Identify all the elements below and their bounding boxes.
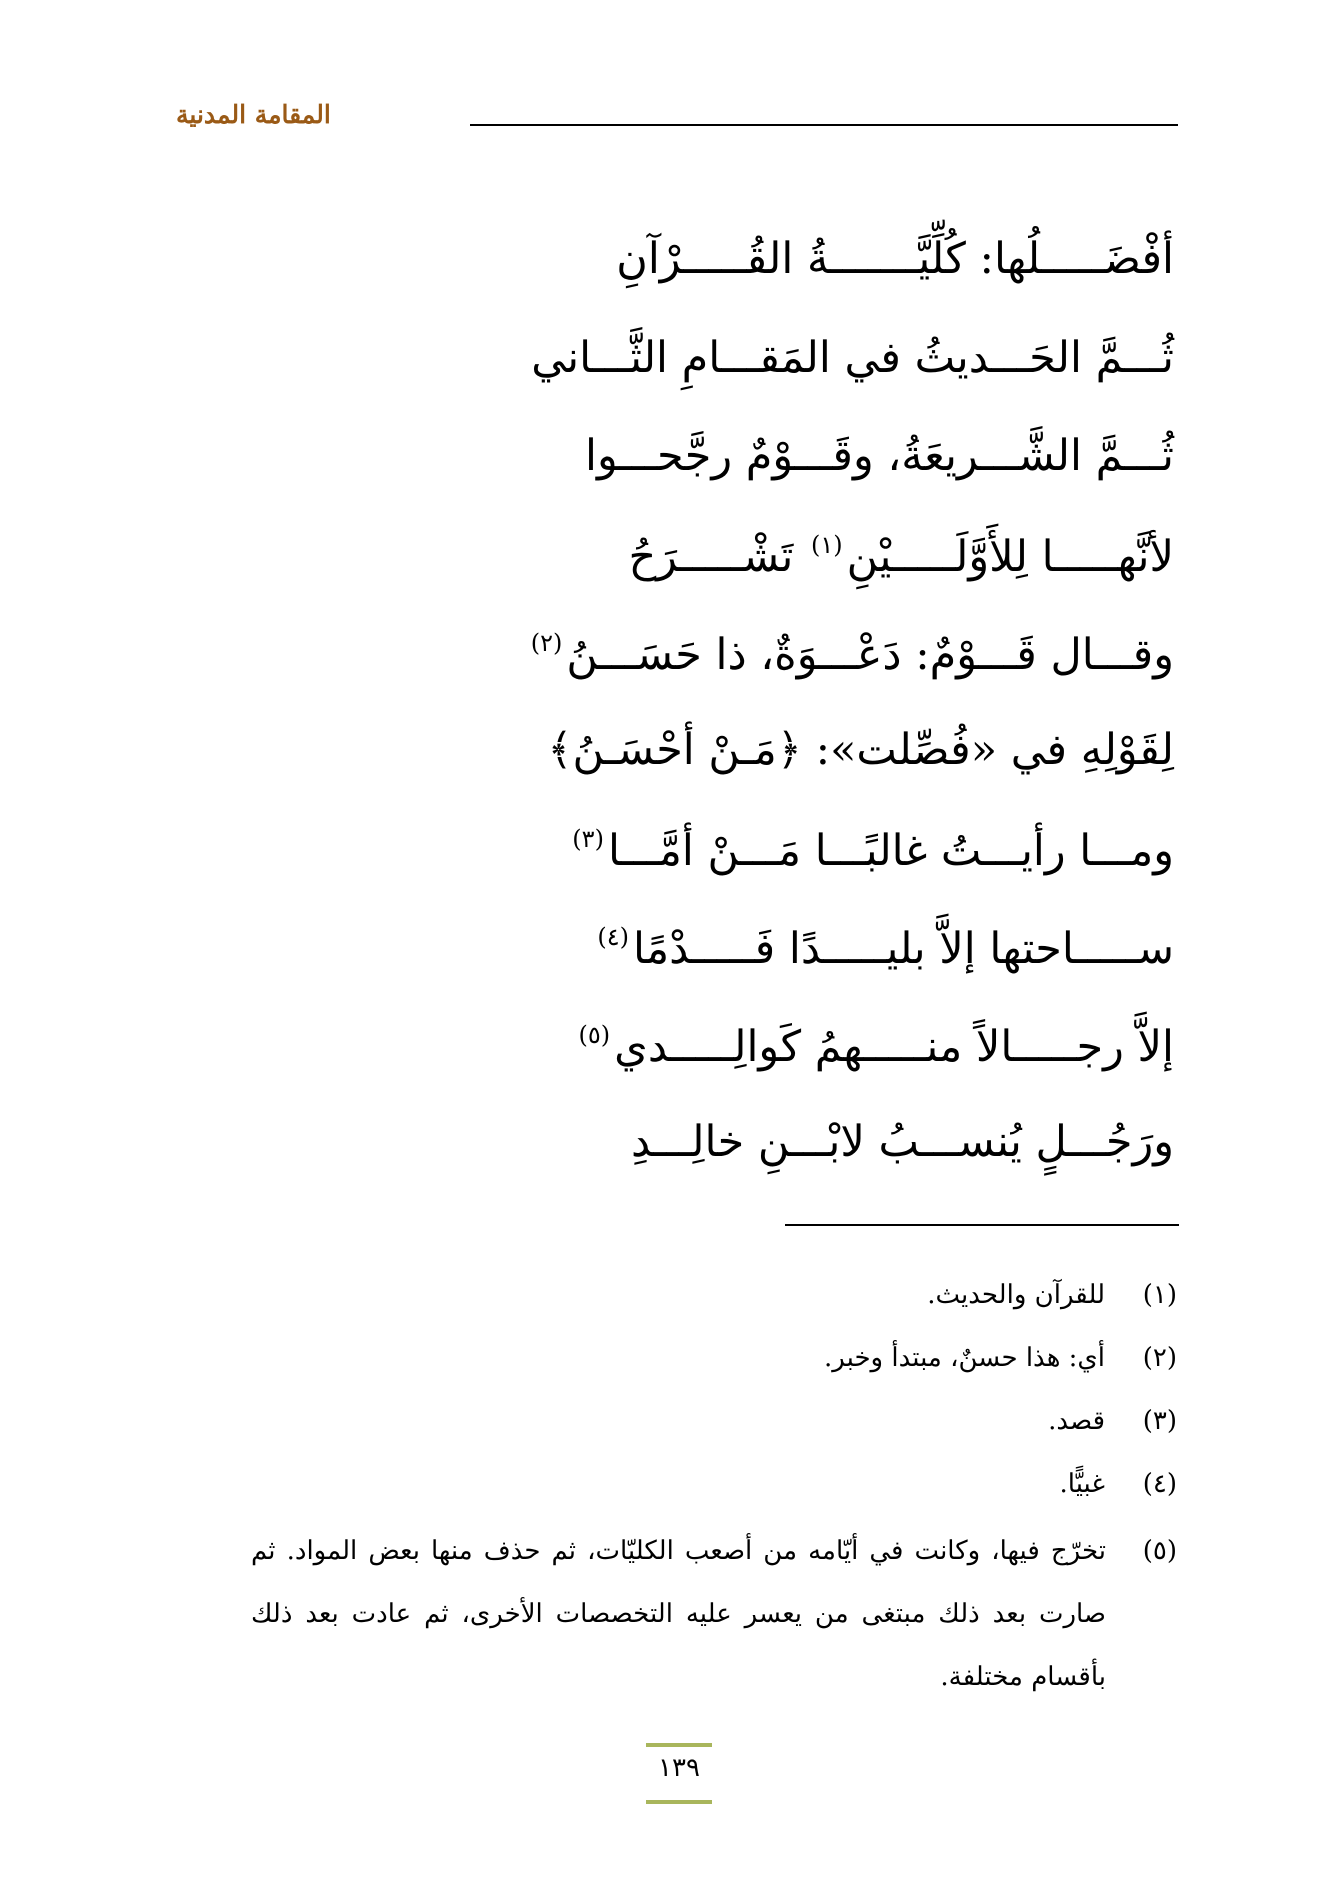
verse-line-10: ورَجُـــلٍ يُنســـبُ لابْـــنِ خالِـــدِ <box>631 1117 1174 1167</box>
footnote-number: (٤) <box>1142 1469 1177 1499</box>
verse-line-2: ثُـــمَّ الحَـــديثُ في المَقـــامِ الثَّـــاني <box>531 333 1174 383</box>
footnote-marker-2[interactable]: (٢) <box>530 629 563 657</box>
verse-line-9: إلاَّ رجـــــالاً منـــــهمُ كَوالِـــــدي$^{(٥)}$ <box>578 1021 1174 1072</box>
footnote-5-text: تخرّج فيها، وكانت في أيّامه من أصعب الكليّات، ثم حذف منها بعض المواد. ثم صارت بعد ذلك مبتغى من يعسر عليه التخصصات الأخرى، ثم عادت بعد ذلك بأقسام مختلفة. <box>251 1536 1106 1692</box>
footnote-3 <box>1048 1408 1177 1434</box>
footnote-marker-5[interactable]: (٥) <box>578 1021 611 1049</box>
verse-line-6: لِقَوْلِهِ في «فُصِّلت»: ﴿مَـنْ أحْسَـنُ﴾ <box>547 725 1174 775</box>
footnote-4 <box>1060 1471 1177 1497</box>
verse-line-3: ثُـــمَّ الشَّـــريعَةُ، وقَـــوْمٌ رجَّحـــوا <box>585 431 1174 481</box>
verse-line-5: وقـــال قَـــوْمٌ: دَعْـــوَةٌ، ذا حَسَـــنُ$^{(٢)}$ <box>530 629 1174 680</box>
footnote-text: قصد. <box>1048 1406 1105 1436</box>
footnote-number: (٢) <box>1142 1343 1177 1373</box>
verse-line-4: لأنَّهـــــا لِلأَوَّلَـــــيْنِ$^{(١)}$ تَشْـــــرَحُ <box>628 531 1174 582</box>
footnote-text: للقرآن والحديث. <box>927 1280 1105 1310</box>
footnote-text: أي: هذا حسنٌ، مبتدأ وخبر. <box>824 1343 1105 1373</box>
verse-line-7: ومـــا رأيـــتُ غالبًـــا مَـــنْ أمَّـــا$^{(٣)}$ <box>572 825 1174 876</box>
footnote-marker-4[interactable]: (٤) <box>597 923 629 951</box>
footnote-1 <box>927 1282 1177 1308</box>
footnote-2 <box>824 1345 1177 1371</box>
page-number-rule-bottom <box>646 1800 712 1804</box>
running-header-title: المقامة المدنية <box>176 100 331 129</box>
footnote-number: (١) <box>1142 1280 1177 1310</box>
verse-line-8: ســـــاحتها إلاَّ بليـــــدًا فَـــــدْمًا$^{(٤)}$ <box>597 923 1174 974</box>
footnote-text: غبيًّا. <box>1059 1469 1105 1499</box>
footnote-5-number: (٥) <box>1142 1536 1177 1566</box>
verse-line-1: أفْضَـــــلُها: كُلِّيَّـــــــةُ القُـــــرْآنِ <box>616 234 1174 284</box>
page-number-rule-top <box>646 1743 712 1747</box>
page-number: ١٣٩ <box>658 1753 700 1783</box>
footnote-number: (٣) <box>1142 1406 1177 1436</box>
footnote-marker-3[interactable]: (٣) <box>572 825 604 853</box>
header-rule <box>470 124 1178 126</box>
footnote-marker-1[interactable]: (١) <box>810 531 843 559</box>
footnote-separator <box>785 1224 1179 1226</box>
